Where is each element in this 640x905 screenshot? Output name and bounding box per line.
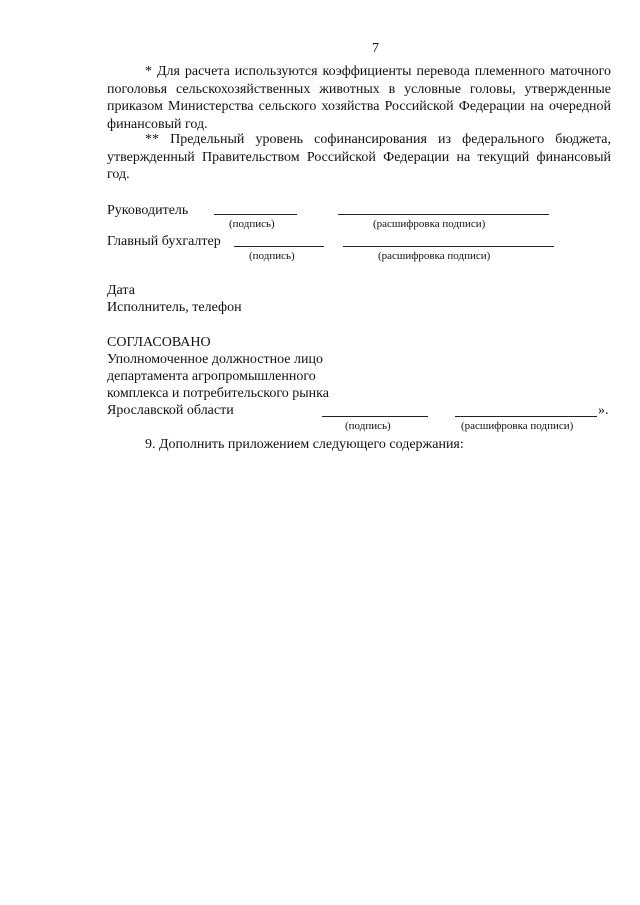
- approval-line-3: комплекса и потребительского рынка: [107, 386, 329, 401]
- page-number: 7: [372, 41, 379, 56]
- approval-transcript-caption: (расшифровка подписи): [461, 420, 574, 432]
- executor-label: Исполнитель, телефон: [107, 300, 242, 315]
- head-label: Руководитель: [107, 203, 189, 218]
- approval-transcript-line: [455, 416, 597, 417]
- approval-closing: ».: [598, 403, 609, 418]
- head-signature-caption: (подпись): [229, 218, 275, 230]
- accountant-transcript-line: [343, 246, 554, 247]
- head-transcript-caption: (расшифровка подписи): [373, 218, 486, 230]
- approval-signature-line: [322, 416, 428, 417]
- approval-signature-caption: (подпись): [345, 420, 391, 432]
- footnote-2: ** Предельный уровень софинансирования из федерального бюджета, утвержденный Правительством Российской Федерации на текущий финансовый год.: [107, 132, 611, 182]
- approval-line-2: департамента агропромышленного: [107, 369, 316, 384]
- footnote-1: * Для расчета используются коэффициенты перевода племенного маточного поголовья сельскохозяйственных животных в условные головы, утвержденные приказом Министерства сельского хозяйства Российской Федерации на очередной финансовый год.: [107, 64, 611, 132]
- date-label: Дата: [107, 283, 135, 298]
- accountant-signature-line: [234, 246, 324, 247]
- approval-line-1: Уполномоченное должностное лицо: [107, 352, 323, 367]
- approval-line-4: Ярославской области: [107, 403, 234, 418]
- item-9: 9. Дополнить приложением следующего содержания:: [145, 437, 464, 452]
- accountant-label: Главный бухгалтер: [107, 234, 221, 249]
- head-signature-line: [214, 214, 297, 215]
- accountant-transcript-caption: (расшифровка подписи): [378, 250, 491, 262]
- accountant-signature-caption: (подпись): [249, 250, 295, 262]
- head-transcript-line: [338, 214, 549, 215]
- approval-heading: СОГЛАСОВАНО: [107, 335, 211, 350]
